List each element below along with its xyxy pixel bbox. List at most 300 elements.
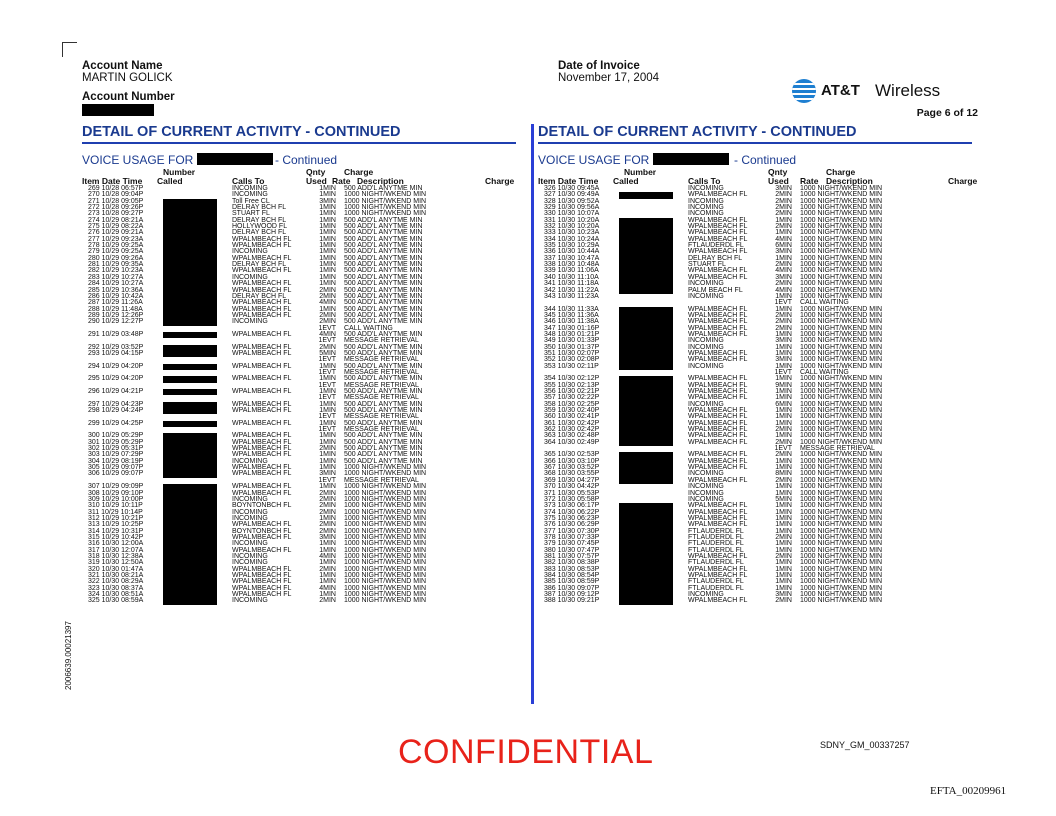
call-destination: Toll Free CL <box>232 197 270 205</box>
call-quantity: 1MIN <box>775 483 792 491</box>
call-quantity: 2MIN <box>319 286 336 294</box>
call-description: 1000 NIGHT/WKEND MIN <box>800 197 883 205</box>
call-description: 1000 NIGHT/WKEND MIN <box>800 540 883 548</box>
call-quantity: 1MIN <box>319 464 336 472</box>
call-quantity: 1MIN <box>319 261 336 269</box>
call-item: 380 10/30 07:47P <box>544 546 600 554</box>
call-description: 1000 NIGHT/WKEND MIN <box>800 235 883 243</box>
col-rate: Rate <box>800 176 819 186</box>
call-item: 354 10/30 02:12P <box>544 375 600 383</box>
call-description: 500 ADD'L ANYTME MIN <box>344 286 423 294</box>
right-panel <box>538 124 978 605</box>
call-quantity: 1MIN <box>775 559 792 567</box>
call-item: 284 10/29 10:27A <box>88 280 144 288</box>
call-quantity: 1MIN <box>775 254 792 262</box>
call-item: 330 10/30 10:07A <box>544 210 600 218</box>
call-quantity: 1MIN <box>775 394 792 402</box>
right-column-headers <box>538 166 978 186</box>
call-item: 385 10/30 08:59P <box>544 578 600 586</box>
call-item: 335 10/30 10:29A <box>544 242 600 250</box>
call-destination: FTLAUDERDL FL <box>688 546 744 554</box>
call-description: 500 ADD'L ANYTME MIN <box>344 400 423 408</box>
call-destination: WPALMBEACH FL <box>232 254 292 262</box>
call-description: 1000 NIGHT/WKEND MIN <box>800 242 883 250</box>
col-number: Number <box>624 167 657 177</box>
call-quantity: 1MIN <box>319 191 336 199</box>
call-quantity: 1MIN <box>319 204 336 212</box>
call-item: 355 10/30 02:13P <box>544 381 600 389</box>
call-item: 388 10/30 09:21P <box>544 597 600 605</box>
call-destination: WPALMBEACH FL <box>232 438 292 446</box>
voice-continued: - Continued <box>275 153 338 167</box>
call-item: 360 10/30 02:41P <box>544 413 600 421</box>
call-description: 1000 NIGHT/WKEND MIN <box>800 267 883 275</box>
call-destination: WPALMBEACH FL <box>688 223 748 231</box>
call-quantity: 1MIN <box>319 229 336 237</box>
call-description: 1000 NIGHT/WKEND MIN <box>800 381 883 389</box>
call-destination: FTLAUDERDL FL <box>688 533 744 541</box>
call-quantity: 1MIN <box>319 242 336 250</box>
call-quantity: 1MIN <box>775 464 792 472</box>
call-destination: WPALMBEACH FL <box>232 235 292 243</box>
call-quantity: 1MIN <box>319 457 336 465</box>
call-description: 1000 NIGHT/WKEND MIN <box>800 432 883 440</box>
call-quantity: 2MIN <box>775 261 792 269</box>
call-quantity: 1MIN <box>775 432 792 440</box>
left-panel-title: DETAIL OF CURRENT ACTIVITY - CONTINUED <box>82 124 516 144</box>
account-name-label: Account Name <box>82 60 163 72</box>
right-call-list <box>538 186 972 605</box>
call-quantity: 1MIN <box>319 254 336 262</box>
call-quantity: 1MIN <box>775 305 792 313</box>
col-item-date-time: Item Date Time <box>538 176 599 186</box>
call-quantity: 1MIN <box>775 343 792 351</box>
call-item: 336 10/30 10:44A <box>544 248 600 256</box>
call-description: 1000 NIGHT/WKEND MIN <box>800 502 883 510</box>
call-item: 327 10/30 09:49A <box>544 191 600 199</box>
call-item: 345 10/30 11:36A <box>544 311 599 319</box>
phone-redaction <box>197 153 273 165</box>
call-destination: INCOMING <box>232 540 268 548</box>
call-destination: WPALMBEACH FL <box>232 451 292 459</box>
call-item: 353 10/30 02:11P <box>544 362 599 370</box>
call-description: MESSAGE RETRIEVAL <box>344 426 419 434</box>
call-description: 1000 NIGHT/WKEND MIN <box>800 305 883 313</box>
call-item: 322 10/30 08:29A <box>88 578 144 586</box>
call-description: 500 ADD'L ANYTME MIN <box>344 451 423 459</box>
call-description: 1000 NIGHT/WKEND MIN <box>800 273 883 281</box>
call-quantity: 5MIN <box>319 349 336 357</box>
call-destination: WPALMBEACH FL <box>232 330 292 338</box>
call-destination: WPALMBEACH FL <box>688 597 748 605</box>
call-destination: WPALMBEACH FL <box>688 349 748 357</box>
call-description: MESSAGE RETRIEVAL <box>800 445 875 453</box>
call-destination: INCOMING <box>232 318 268 326</box>
call-quantity: 2MIN <box>319 495 336 503</box>
call-description: 1000 NIGHT/WKEND MIN <box>344 470 427 478</box>
call-item: 358 10/30 02:25P <box>544 400 600 408</box>
call-item: 361 10/30 02:42P <box>544 419 600 427</box>
col-calls-to: Calls To <box>232 176 265 186</box>
call-destination: WPALMBEACH FL <box>232 375 292 383</box>
call-item: 332 10/30 10:20A <box>544 223 600 231</box>
call-description: 1000 NIGHT/WKEND MIN <box>344 483 427 491</box>
call-quantity: 9MIN <box>775 381 792 389</box>
call-destination: WPALMBEACH FL <box>232 267 292 275</box>
call-quantity: 1MIN <box>319 305 336 313</box>
bates-number: 2006639.00021397 <box>64 621 73 690</box>
col-called: Called <box>157 176 183 186</box>
call-description: 500 ADD'L ANYTME MIN <box>344 318 423 326</box>
call-item: 279 10/29 09:25A <box>88 248 144 256</box>
call-destination: WPALMBEACH FL <box>688 330 748 338</box>
call-item: 386 10/30 09:07P <box>544 584 600 592</box>
call-description: 1000 NIGHT/WKEND MIN <box>800 324 883 332</box>
call-item: 349 10/30 01:33P <box>544 337 600 345</box>
account-info <box>82 60 175 121</box>
call-description: 500 ADD'L ANYTME MIN <box>344 362 423 370</box>
call-quantity: 2MIN <box>775 597 792 605</box>
call-destination: WPALMBEACH FL <box>232 362 292 370</box>
call-destination: INCOMING <box>688 489 724 497</box>
call-destination: WPALMBEACH FL <box>232 400 292 408</box>
call-description: 1000 NIGHT/WKEND MIN <box>800 546 883 554</box>
call-item: 384 10/30 08:54P <box>544 571 600 579</box>
call-description: 1000 NIGHT/WKEND MIN <box>800 578 883 586</box>
call-quantity: 3MIN <box>775 591 792 598</box>
call-destination: INCOMING <box>688 280 724 288</box>
number-redaction <box>163 598 217 604</box>
call-description: 1000 NIGHT/WKEND MIN <box>800 489 883 497</box>
call-destination: WPALMBEACH FL <box>232 432 292 440</box>
call-quantity: 2MIN <box>319 508 336 516</box>
call-quantity: 2MIN <box>319 489 336 497</box>
call-quantity: 1MIN <box>319 388 336 395</box>
call-quantity: 1EVT <box>318 368 336 376</box>
call-description: 500 ADD'L ANYTME MIN <box>344 438 423 446</box>
call-destination: FTLAUDERDL FL <box>688 540 744 548</box>
call-item: 369 10/30 04:27P <box>544 476 600 484</box>
call-item: 273 10/28 09:27P <box>88 210 144 218</box>
call-description: 1000 NIGHT/WKEND MIN <box>800 191 883 199</box>
call-destination: WPALMBEACH FL <box>688 248 748 256</box>
call-item: 283 10/29 10:27A <box>88 273 144 281</box>
call-description: MESSAGE RETRIEVAL <box>344 476 419 484</box>
call-quantity: 2MIN <box>775 476 792 484</box>
call-item: 370 10/30 04:42P <box>544 483 600 491</box>
call-destination: WPALMBEACH FL <box>232 533 292 541</box>
call-item: 278 10/29 09:25A <box>88 242 144 250</box>
call-item: 383 10/30 08:53P <box>544 565 600 573</box>
call-description: 1000 NIGHT/WKEND MIN <box>800 483 883 491</box>
voice-usage-label: VOICE USAGE FOR <box>538 153 650 167</box>
call-item: 350 10/30 01:37P <box>544 343 600 351</box>
call-description: 1000 NIGHT/WKEND MIN <box>800 254 883 262</box>
call-description: 500 ADD'L ANYTME MIN <box>344 254 423 262</box>
call-quantity: 3MIN <box>319 470 336 478</box>
right-panel-title: DETAIL OF CURRENT ACTIVITY - CONTINUED <box>538 124 972 144</box>
call-item: 304 10/29 08:19P <box>88 457 144 465</box>
call-quantity: 1EVT <box>318 381 336 389</box>
call-item: 289 10/29 12:26P <box>88 311 144 319</box>
call-description: 1000 NIGHT/WKEND MIN <box>800 248 883 256</box>
col-used: Used <box>306 176 327 186</box>
call-quantity: 1MIN <box>319 273 336 281</box>
crop-mark <box>62 42 77 57</box>
voice-continued: - Continued <box>734 153 797 167</box>
call-quantity: 1MIN <box>775 330 792 338</box>
call-quantity: 2MIN <box>775 197 792 205</box>
call-quantity: 1MIN <box>775 413 792 421</box>
call-destination: INCOMING <box>688 495 724 503</box>
call-description: 1000 NIGHT/WKEND MIN <box>344 197 427 205</box>
call-description: 1000 NIGHT/WKEND MIN <box>344 578 427 586</box>
call-quantity: 1MIN <box>775 571 792 579</box>
call-description: 500 ADD'L ANYTME MIN <box>344 229 423 237</box>
call-quantity: 1EVT <box>318 324 336 332</box>
call-quantity: 2MIN <box>319 502 336 510</box>
call-description: 1000 NIGHT/WKEND MIN <box>800 559 883 567</box>
call-description: 1000 NIGHT/WKEND MIN <box>800 533 883 541</box>
call-description: 1000 NIGHT/WKEND MIN <box>800 508 883 516</box>
call-item: 357 10/30 02:22P <box>544 394 600 402</box>
call-description: 500 ADD'L ANYTME MIN <box>344 280 423 288</box>
call-item: 351 10/30 02:07P <box>544 349 600 357</box>
call-description: 500 ADD'L ANYTME MIN <box>344 267 423 275</box>
call-quantity: 1MIN <box>319 185 336 192</box>
call-description: MESSAGE RETRIEVAL <box>344 413 419 421</box>
call-destination: FTLAUDERDL FL <box>688 559 744 567</box>
call-description: 1000 NIGHT/WKEND MIN <box>800 407 883 415</box>
call-description: 1000 NIGHT/WKEND MIN <box>800 495 883 503</box>
call-destination: WPALMBEACH FL <box>688 457 748 465</box>
call-destination: INCOMING <box>232 185 268 192</box>
call-description: CALL WAITING <box>800 299 849 307</box>
call-description: 1000 NIGHT/WKEND MIN <box>800 356 883 364</box>
call-destination: FTLAUDERDL FL <box>688 578 744 586</box>
call-destination: WPALMBEACH FL <box>688 324 748 332</box>
call-quantity: 2MIN <box>775 223 792 231</box>
call-destination: WPALMBEACH FL <box>688 514 748 522</box>
call-destination: WPALMBEACH FL <box>232 311 292 319</box>
call-destination: WPALMBEACH FL <box>688 191 748 199</box>
call-description: 1000 NIGHT/WKEND MIN <box>800 216 883 224</box>
call-destination: INCOMING <box>232 552 268 560</box>
call-quantity: 1MIN <box>319 483 336 491</box>
call-item: 339 10/30 11:06A <box>544 267 599 275</box>
call-quantity: 1MIN <box>775 527 792 535</box>
call-item: 371 10/30 05:53P <box>544 489 600 497</box>
call-description: 1000 NIGHT/WKEND MIN <box>344 508 427 516</box>
call-destination: BOYNTONBCH FL <box>232 502 292 510</box>
call-destination: WPALMBEACH FL <box>232 419 292 427</box>
call-quantity: 2MIN <box>775 451 792 459</box>
call-quantity: 1MIN <box>319 559 336 567</box>
call-item: 280 10/29 09:26A <box>88 254 144 262</box>
call-quantity: 4MIN <box>319 330 336 338</box>
call-description: 1000 NIGHT/WKEND MIN <box>344 533 427 541</box>
call-item: 331 10/30 10:20A <box>544 216 600 224</box>
call-description: 1000 NIGHT/WKEND MIN <box>800 451 883 459</box>
call-destination: INCOMING <box>232 597 268 605</box>
call-destination: WPALMBEACH FL <box>688 476 748 484</box>
page-number: Page 6 of 12 <box>916 107 978 119</box>
call-description: 1000 NIGHT/WKEND MIN <box>344 571 427 579</box>
call-item: 364 10/30 02:49P <box>544 438 600 446</box>
call-description: MESSAGE RETRIEVAL <box>344 356 419 364</box>
call-description: 1000 NIGHT/WKEND MIN <box>800 388 883 395</box>
phone-redaction <box>653 153 729 165</box>
call-item: 310 10/29 10:11P <box>88 502 143 510</box>
call-description: 1000 NIGHT/WKEND MIN <box>800 476 883 484</box>
call-description: 1000 NIGHT/WKEND MIN <box>800 311 883 319</box>
call-quantity: 4MIN <box>775 286 792 294</box>
call-quantity: 1MIN <box>775 375 792 383</box>
call-description: 1000 NIGHT/WKEND MIN <box>800 261 883 269</box>
call-description: 1000 NIGHT/WKEND MIN <box>800 565 883 573</box>
call-item: 271 10/28 09:05P <box>88 197 144 205</box>
call-quantity: 2MIN <box>319 343 336 351</box>
call-quantity: 1MIN <box>319 362 336 370</box>
call-quantity: 6MIN <box>775 242 792 250</box>
call-description: 1000 NIGHT/WKEND MIN <box>344 464 427 472</box>
call-quantity: 1MIN <box>319 400 336 408</box>
call-description: 1000 NIGHT/WKEND MIN <box>344 597 427 605</box>
call-destination: WPALMBEACH FL <box>232 445 292 453</box>
call-quantity: 1MIN <box>775 216 792 224</box>
call-quantity: 2MIN <box>319 318 336 326</box>
call-description: 500 ADD'L ANYTME MIN <box>344 457 423 465</box>
call-item: 348 10/30 01:21P <box>544 330 600 338</box>
col-qnty: Qnty <box>768 167 788 177</box>
call-item: 299 10/29 04:25P <box>88 419 144 427</box>
call-description: 1000 NIGHT/WKEND MIN <box>344 559 427 567</box>
call-item: 372 10/30 05:58P <box>544 495 600 503</box>
call-destination: INCOMING <box>688 197 724 205</box>
call-destination: WPALMBEACH FL <box>688 311 748 319</box>
call-destination: WPALMBEACH FL <box>232 464 292 472</box>
call-destination: INCOMING <box>232 191 268 199</box>
call-destination: WPALMBEACH FL <box>232 565 292 573</box>
call-quantity: 1MIN <box>775 514 792 522</box>
call-description: 1000 NIGHT/WKEND MIN <box>344 495 427 503</box>
call-destination: WPALMBEACH FL <box>232 470 292 478</box>
call-item: 314 10/29 10:31P <box>88 527 144 535</box>
call-quantity: 1MIN <box>319 375 336 383</box>
call-item: 340 10/30 11:10A <box>544 273 599 281</box>
call-destination: WPALMBEACH FL <box>232 299 292 307</box>
call-destination: INCOMING <box>688 483 724 491</box>
call-item: 375 10/30 06:23P <box>544 514 600 522</box>
call-quantity: 3MIN <box>319 197 336 205</box>
call-destination: WPALMBEACH FL <box>232 388 292 395</box>
call-description: 500 ADD'L ANYTME MIN <box>344 343 423 351</box>
call-description: 500 ADD'L ANYTME MIN <box>344 311 423 319</box>
call-item: 275 10/29 08:22A <box>88 223 144 231</box>
call-quantity: 2MIN <box>775 324 792 332</box>
call-destination: WPALMBEACH FL <box>232 521 292 529</box>
call-description: 500 ADD'L ANYTME MIN <box>344 216 423 224</box>
call-description: 1000 NIGHT/WKEND MIN <box>344 552 427 560</box>
call-destination: WPALMBEACH FL <box>232 571 292 579</box>
call-quantity: 2MIN <box>775 533 792 541</box>
call-quantity: 2MIN <box>775 426 792 434</box>
call-description: 1000 NIGHT/WKEND MIN <box>800 280 883 288</box>
call-destination: INCOMING <box>688 400 724 408</box>
call-description: 500 ADD'L ANYTME MIN <box>344 248 423 256</box>
call-description: 500 ADD'L ANYTME MIN <box>344 432 423 440</box>
call-destination: DELRAY BCH FL <box>232 204 287 212</box>
call-item: 377 10/30 07:30P <box>544 527 600 535</box>
call-description: 1000 NIGHT/WKEND MIN <box>344 204 427 212</box>
call-quantity: 1MIN <box>319 591 336 598</box>
call-destination: WPALMBEACH FL <box>688 216 748 224</box>
call-description: 1000 NIGHT/WKEND MIN <box>800 597 883 605</box>
call-item: 316 10/30 12:00A <box>88 540 144 548</box>
call-description: CALL WAITING <box>344 324 393 332</box>
call-quantity: 1MIN <box>775 349 792 357</box>
call-description: 1000 NIGHT/WKEND MIN <box>344 527 427 535</box>
call-item: 281 10/29 09:35A <box>88 261 144 269</box>
call-description: 500 ADD'L ANYTME MIN <box>344 375 423 383</box>
call-destination: INCOMING <box>688 292 724 300</box>
call-item: 376 10/30 06:29P <box>544 521 600 529</box>
call-item: 379 10/30 07:45P <box>544 540 600 548</box>
call-destination: DELRAY BCH FL <box>232 229 287 237</box>
call-destination: INCOMING <box>232 248 268 256</box>
call-description: 1000 NIGHT/WKEND MIN <box>800 223 883 231</box>
call-destination: DELRAY BCH FL <box>688 254 743 262</box>
call-quantity: 1MIN <box>775 419 792 427</box>
call-item: 363 10/30 02:48P <box>544 432 600 440</box>
call-description: 1000 NIGHT/WKEND MIN <box>344 540 427 548</box>
call-destination: FTLAUDERDL FL <box>688 584 744 592</box>
call-item: 295 10/29 04:20P <box>88 375 144 383</box>
call-destination: DELRAY BCH FL <box>232 261 287 269</box>
col-description: Description <box>826 176 873 186</box>
call-description: 1000 NIGHT/WKEND MIN <box>800 343 883 351</box>
call-destination: WPALMBEACH FL <box>688 305 748 313</box>
call-row <box>538 598 972 604</box>
call-item: 297 10/29 04:23P <box>88 400 144 408</box>
call-quantity: 2MIN <box>775 438 792 446</box>
call-quantity: 1MIN <box>775 546 792 554</box>
col-description: Description <box>357 176 404 186</box>
left-column-headers <box>82 166 516 186</box>
call-destination: WPALMBEACH FL <box>232 489 292 497</box>
call-item: 342 10/30 11:22A <box>544 286 599 294</box>
call-quantity: 3MIN <box>775 248 792 256</box>
column-divider <box>531 124 534 704</box>
call-description: 500 ADD'L ANYTME MIN <box>344 299 423 307</box>
call-quantity: 1EVT <box>774 445 792 453</box>
call-item: 308 10/29 09:10P <box>88 489 144 497</box>
call-description: 500 ADD'L ANYTME MIN <box>344 261 423 269</box>
call-item: 291 10/29 03:48P <box>88 330 144 338</box>
call-item: 356 10/30 02:21P <box>544 388 600 395</box>
logo-att-text: AT&T <box>821 82 860 99</box>
call-destination: STUART FL <box>232 210 270 218</box>
call-destination: INCOMING <box>688 362 724 370</box>
call-quantity: 1MIN <box>319 451 336 459</box>
confidential-stamp: CONFIDENTIAL <box>398 733 654 771</box>
call-destination: WPALMBEACH FL <box>232 280 292 288</box>
call-quantity: 2MIN <box>319 565 336 573</box>
date-value: November 17, 2004 <box>558 72 660 84</box>
col-qnty: Qnty <box>306 167 326 177</box>
call-destination: DELRAY BCH FL <box>232 292 287 300</box>
logo-wireless-text: Wireless <box>875 81 941 100</box>
